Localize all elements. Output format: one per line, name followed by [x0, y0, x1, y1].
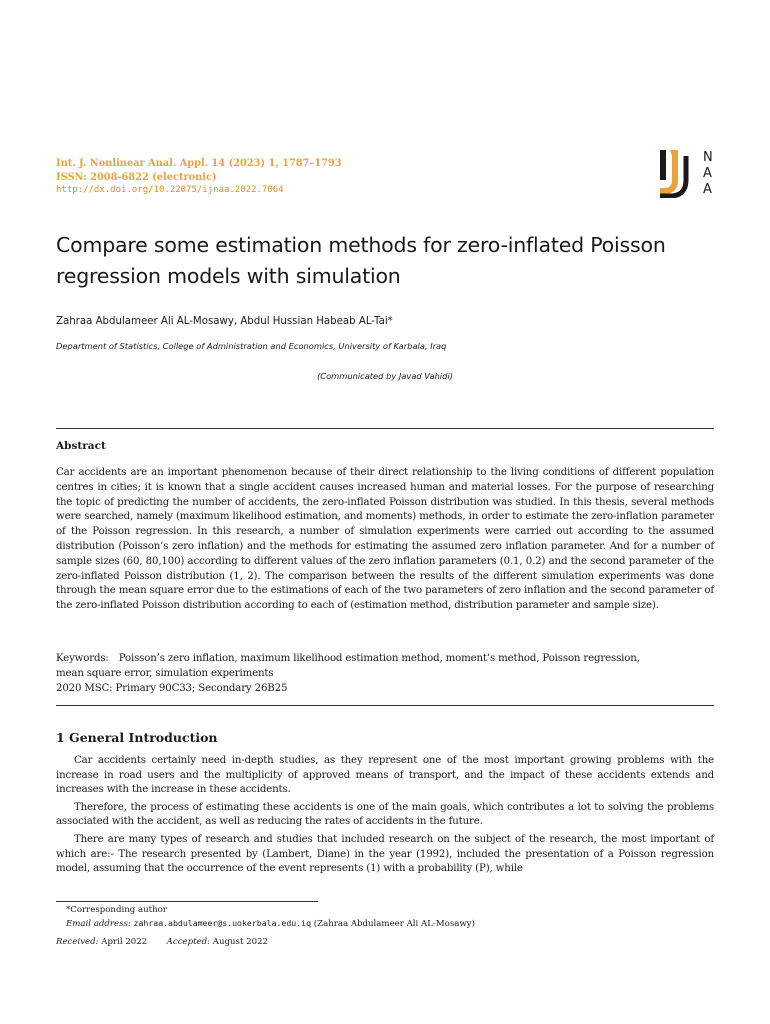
- bottom-divider: [56, 705, 714, 706]
- accepted-label: Accepted:: [166, 937, 211, 947]
- paragraph-3: There are many types of research and studies that included research on the subject of the research, the most important of which are:- The research presented by (Lambert, Diane) in the year (1992), included the presentation of a Poisson regression model, assuming that the occurrence of the event represents (1) with a probability (P), while: [56, 833, 714, 875]
- top-divider: [56, 428, 714, 429]
- journal-citation: Int. J. Nonlinear Anal. Appl. 14 (2023) 1, 1787–1793: [56, 158, 342, 169]
- email-owner: (Zahraa Abdulameer Ali AL-Mosawy): [313, 918, 475, 929]
- received-date: April 2022: [101, 937, 148, 947]
- communicated-by: (Communicated by Javad Vahidi): [317, 371, 453, 381]
- accepted-date: August 2022: [212, 937, 269, 947]
- paragraph-2: Therefore, the process of estimating these accidents is one of the main goals, which contributes a lot to solving the problems associated with the accident, as well as reducing the rates of accidents in the future.: [56, 801, 714, 828]
- section-body: [56, 754, 714, 880]
- dates: [56, 937, 268, 947]
- email-label: Email address:: [66, 918, 131, 929]
- author-list: Zahraa Abdulameer Ali AL-Mosawy, Abdul Hussian Habeab AL-Tai*: [56, 316, 393, 327]
- abstract-text: Car accidents are an important phenomenon because of their direct relationship to the living conditions of different population centres in cities; it is known that a single accident causes increased human and material losses. For the purpose of researching the topic of predicting the number of accidents, the zero-inflated Poisson distribution was studied. In this thesis, several methods were searched, namely (maximum likelihood estimation, and moments) methods, in order to estimate the zero-inflation parameter of the Poisson regression. In this research, a number of simulation experiments were carried out according to the assumed distribution (Poisson’s zero inflation) and the methods for estimating the assumed zero inflation parameter. And for a number of sample sizes (60, 80,100) according to different values of the zero inflation parameters (0.1, 0.2) and the second parameter of the zero-inflated Poisson distribution (1, 2). The comparison between the results of the different simulation experiments was done through the mean square error due to the estimations of each of the two parameters of zero inflation and the second parameter of the zero-inflated Poisson distribution according to each of (estimation method, distribution parameter and sample size).: [56, 467, 714, 612]
- paper-title: [56, 230, 736, 292]
- footnote: [56, 904, 736, 930]
- title-line-2: regression models with simulation: [56, 264, 401, 288]
- logo-letter-1: N: [703, 150, 713, 165]
- abstract-heading: Abstract: [56, 440, 106, 452]
- doi-link[interactable]: http://dx.doi.org/10.22075/ijnaa.2022.7064: [56, 185, 284, 195]
- msc-classification: 2020 MSC: Primary 90C33; Secondary 26B25: [56, 682, 288, 694]
- keywords-line-2: mean square error, simulation experiments: [56, 667, 274, 679]
- logo-letter-2: A: [703, 166, 712, 181]
- keywords-line-1: Poisson’s zero inflation, maximum likelihood estimation method, moment’s method, Poisson regression,: [118, 653, 640, 664]
- keywords-block: [56, 652, 756, 696]
- ijnaa-logo: [656, 146, 716, 198]
- keywords-label: Keywords:: [56, 653, 109, 664]
- journal-header: [56, 157, 342, 198]
- paragraph-1: Car accidents certainly need in-depth studies, as they represent one of the most important growing problems with the increase in road users and the multiplicity of approved means of transport, and the impact of these accidents extends and increases with the increase in these accidents.: [56, 755, 714, 796]
- received-label: Received:: [56, 937, 99, 947]
- title-line-1: Compare some estimation methods for zero-inflated Poisson: [56, 233, 666, 257]
- journal-issn: ISSN: 2008-6822 (electronic): [56, 171, 217, 183]
- footnote-divider: [56, 901, 318, 902]
- logo-letter-3: A: [703, 182, 712, 197]
- affiliation: Department of Statistics, College of Administration and Economics, University of Karbala, Iraq: [56, 341, 447, 351]
- corresponding-author: *Corresponding author: [66, 905, 167, 915]
- email-address[interactable]: zahraa.abdulameer@s.uokerbala.edu.iq: [133, 917, 312, 928]
- section-heading: 1 General Introduction: [56, 730, 218, 745]
